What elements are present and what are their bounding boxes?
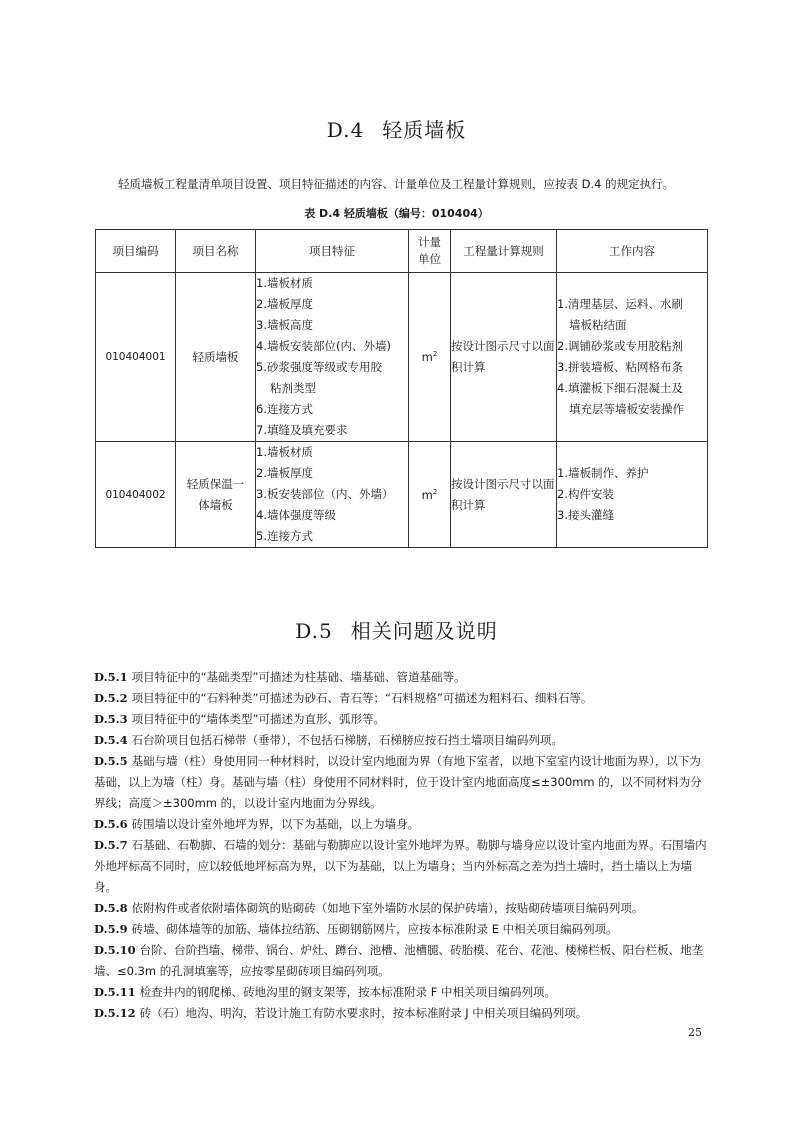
feature-item: 5.连接方式 (256, 529, 313, 543)
notes-list (94, 667, 708, 1024)
note-item (94, 751, 708, 814)
header-name: 项目名称 (176, 230, 256, 273)
note-id: D.5.3 (94, 712, 128, 726)
row-work (557, 442, 708, 548)
note-text: 砖（石）地沟、明沟，若设计施工有防水要求时，按本标准附录 J 中相关项目编码列项。 (139, 1006, 588, 1020)
work-item: 2.调铺砂浆或专用胶粘剂 (557, 339, 683, 353)
work-item: 1.墙板制作、养护 (557, 466, 649, 480)
work-item: 3.拼装墙板、粘网格布条 (557, 360, 683, 374)
note-id: D.5.2 (94, 691, 128, 705)
note-item (94, 835, 708, 898)
page-number: 25 (688, 1026, 702, 1039)
section-d4-text: 轻质墙板 (382, 118, 467, 142)
section-d5-text: 相关问题及说明 (350, 619, 498, 643)
note-id: D.5.12 (94, 1006, 136, 1020)
note-text: 石基础、石勒脚、石墙的划分：基础与勒脚应以设计室外地坪为界。勒脚与墙身应以设计室内地面为界。石围墙内外地坪标高不同时，应以较低地坪标高为界，以下为基础，以上为墙身；当内外标高之差为挡土墙时，挡土墙以上为墙身。 (94, 838, 707, 894)
note-text: 项目特征中的“基础类型”可描述为柱基础、墙基础、管道基础等。 (131, 670, 466, 684)
unit-base: m (421, 487, 433, 502)
unit-exponent: 2 (432, 487, 438, 496)
section-d5-number: D.5 (295, 619, 333, 643)
section-d5-title (0, 615, 793, 644)
spec-table (95, 229, 708, 548)
feature-item: 4.墙体强度等级 (256, 508, 336, 522)
note-id: D.5.5 (94, 754, 128, 768)
row-rule: 按设计图示尺寸以面积计算 (451, 273, 557, 442)
feature-item: 6.连接方式 (256, 402, 313, 416)
row-code: 010404001 (96, 273, 176, 442)
row-rule: 按设计图示尺寸以面积计算 (451, 442, 557, 548)
note-text: 石台阶项目包括石梯带（垂带），不包括石梯膀，石梯膀应按石挡土墙项目编码列项。 (131, 733, 563, 747)
row-name: 轻质墙板 (176, 273, 256, 442)
feature-item: 1.墙板材质 (256, 445, 313, 459)
row-features (256, 273, 409, 442)
header-work: 工作内容 (557, 230, 708, 273)
unit-exponent: 2 (432, 350, 438, 359)
section-d4-number: D.4 (326, 118, 365, 142)
row-code: 010404002 (96, 442, 176, 548)
header-unit-text: 计量单位 (418, 235, 441, 266)
note-item (94, 1003, 708, 1024)
work-item: 墙板粘结面 (569, 318, 627, 332)
unit-base: m (421, 350, 433, 364)
header-unit (409, 230, 451, 273)
work-item: 3.接头灌缝 (557, 508, 614, 522)
note-item (94, 982, 708, 1003)
note-id: D.5.7 (94, 838, 128, 852)
feature-item: 2.墙板厚度 (256, 297, 313, 311)
note-item (94, 688, 708, 709)
row-unit (409, 442, 451, 548)
note-text: 砖围墙以设计室外地坪为界，以下为基础，以上为墙身。 (131, 817, 420, 831)
header-code: 项目编码 (96, 230, 176, 273)
note-text: 项目特征中的“石料种类”可描述为砂石、青石等；“石料规格”可描述为粗料石、细料石等。 (131, 691, 593, 705)
note-id: D.5.10 (94, 943, 136, 957)
feature-item: 2.墙板厚度 (256, 466, 313, 480)
work-item: 4.填灌板下细石混凝土及 (557, 381, 683, 395)
row-unit (409, 273, 451, 442)
note-item (94, 919, 708, 940)
note-item (94, 940, 708, 982)
note-text: 检查井内的钢爬梯、砖地沟里的钢支架等，按本标准附录 F 中相关项目编码列项。 (139, 985, 556, 999)
header-features: 项目特征 (256, 230, 409, 273)
note-id: D.5.6 (94, 817, 128, 831)
work-item: 1.清理基层、运料、水刷 (557, 297, 683, 311)
work-item: 填充层等墙板安装操作 (569, 402, 684, 416)
note-item (94, 709, 708, 730)
note-text: 项目特征中的“墙体类型”可描述为直形、弧形等。 (131, 712, 385, 726)
note-text: 台阶、台阶挡墙、梯带、锅台、炉灶、蹲台、池槽、池槽腿、砖胎模、花台、花池、楼梯栏板、阳台栏板、地垄墙、≤0.3m 的孔洞填塞等，应按零星砌砖项目编码列项。 (94, 943, 704, 978)
table-header-row (96, 230, 708, 273)
note-item (94, 730, 708, 751)
section-d4-title (0, 114, 793, 143)
note-id: D.5.4 (94, 733, 128, 747)
note-id: D.5.1 (94, 670, 128, 684)
note-text: 基础与墙（柱）身使用同一种材料时，以设计室内地面为界（有地下室者，以地下室室内设计地面为界），以下为基础，以上为墙（柱）身。基础与墙（柱）身使用不同材料时，位于设计室内地面高度≤±300mm 的，以不同材料为分界线；高度＞±300mm 的，以设计室内地面为分界线。 (94, 754, 702, 810)
note-id: D.5.9 (94, 922, 128, 936)
feature-item: 7.填缝及填充要求 (256, 423, 348, 437)
row-features (256, 442, 409, 548)
note-id: D.5.11 (94, 985, 136, 999)
feature-item: 1.墙板材质 (256, 276, 313, 290)
note-text: 砖墙、砌体墙等的加筋、墙体拉结筋、压砌钢筋网片，应按本标准附录 E 中相关项目编码列项。 (131, 922, 618, 936)
note-text: 依附构件或者依附墙体砌筑的贴砌砖（如地下室外墙防水层的保护砖墙），按贴砌砖墙项目编码列项。 (131, 901, 644, 915)
note-item (94, 667, 708, 688)
row-name (176, 442, 256, 548)
feature-item: 3.墙板高度 (256, 318, 313, 332)
note-id: D.5.8 (94, 901, 128, 915)
note-item (94, 814, 708, 835)
row-work (557, 273, 708, 442)
feature-item: 5.砂浆强度等级或专用胶 (256, 360, 382, 374)
table-row (96, 442, 708, 548)
intro-paragraph: 轻质墙板工程量清单项目设置、项目特征描述的内容、计量单位及工程量计算规则，应按表 D.4 的规定执行。 (118, 177, 675, 191)
note-item (94, 898, 708, 919)
header-rule: 工程量计算规则 (451, 230, 557, 273)
table-caption: 表 D.4 轻质墙板（编号：010404） (304, 207, 489, 220)
feature-item: 3.板安装部位（内、外墙） (256, 487, 394, 501)
work-item: 2.构件安装 (557, 487, 614, 501)
feature-item: 4.墙板安装部位(内、外墙) (256, 339, 391, 353)
feature-item: 粘剂类型 (270, 381, 316, 395)
row-name-text: 轻质保温一体墙板 (186, 476, 245, 512)
table-row (96, 273, 708, 442)
